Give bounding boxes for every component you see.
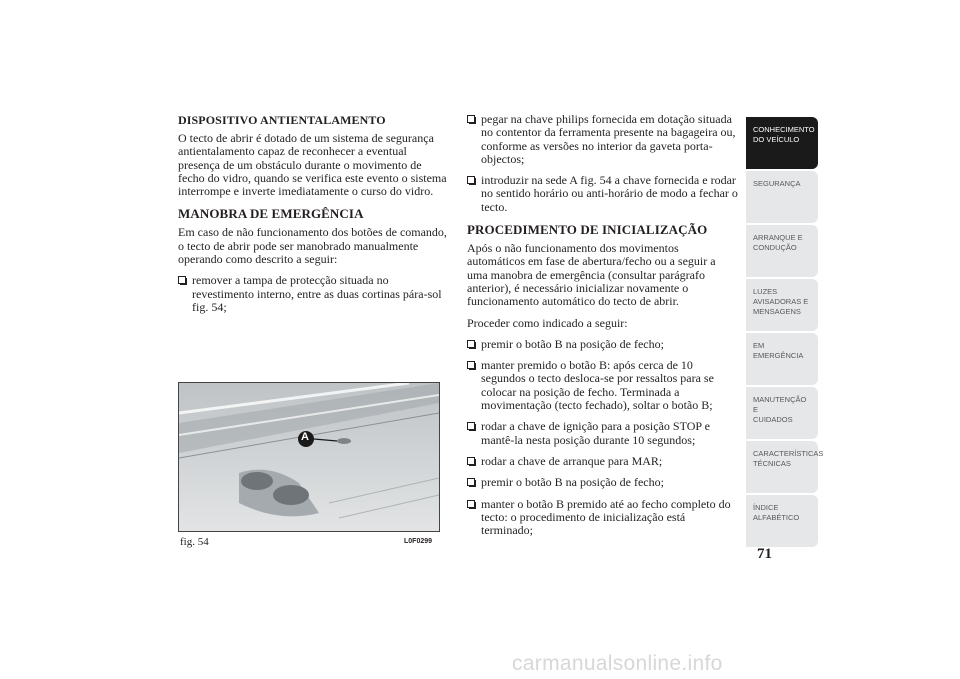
list-item-text: premir o botão B na posição de fecho; — [481, 475, 664, 490]
list-item — [467, 113, 739, 166]
roof-illustration — [179, 383, 439, 531]
paragraph-proceed: Proceder como indicado a seguir: — [467, 315, 628, 330]
tab-label: SEGURANÇA — [753, 179, 801, 188]
checkbox-bullet-icon — [467, 422, 475, 430]
list-item-text: rodar a chave de arranque para MAR; — [481, 453, 663, 468]
list-item — [467, 455, 739, 468]
list-item — [467, 498, 739, 538]
list-item-text: pegar na chave philips fornecida em dotação situada no contentor da ferramenta presente na bagageira ou, conforme as versões no interior da gaveta porta-objectos; — [481, 112, 736, 166]
checkbox-bullet-icon — [467, 115, 475, 123]
figure-code: L0F0299 — [404, 538, 433, 545]
page-number: 71 — [757, 546, 772, 562]
chapter-tabs — [746, 117, 824, 549]
heading-anti-trap: DISPOSITIVO ANTIENTALAMENTO — [178, 113, 386, 127]
checkbox-bullet-icon — [467, 478, 475, 486]
left-column — [178, 113, 450, 322]
paragraph-anti-trap: O tecto de abrir é dotado de um sistema de segurança antientalamento capaz de reconhecer a eventual presença de um obstáculo durante o movimento de fecho do vidro, quando se verifica este evento o sistema interrompe e inverte imediatamente o curso do vidro. — [178, 131, 447, 199]
tab-label: ARRANQUE E — [753, 233, 803, 242]
tab-label: MENSAGENS — [753, 307, 801, 316]
list-item — [178, 274, 450, 314]
right-column — [467, 113, 739, 545]
tab-label: ÍNDICE — [753, 503, 779, 512]
checkbox-bullet-icon — [467, 457, 475, 465]
list-item-text: rodar a chave de ignição para a posição STOP e mantê-la nesta posição durante 10 segundos; — [481, 419, 710, 447]
tab-label: TÉCNICAS — [753, 459, 791, 468]
checkbox-bullet-icon — [467, 361, 475, 369]
tab-label: CUIDADOS — [753, 415, 793, 424]
checkbox-bullet-icon — [178, 276, 186, 284]
checkbox-bullet-icon — [467, 340, 475, 348]
figure-caption: fig. 54 — [180, 536, 209, 548]
tab-label: CARACTERÍSTICAS — [753, 449, 824, 458]
list-item — [467, 174, 739, 214]
tab-label: MANUTENÇÃO E — [753, 395, 807, 414]
tab-luzes-avisadoras[interactable] — [746, 279, 818, 331]
list-item-text: manter o botão B premido até ao fecho completo do tecto: o procedimento de inicialização está terminado; — [481, 496, 731, 538]
tab-conhecimento-do-veiculo[interactable] — [746, 117, 818, 169]
tab-label: ALFABÉTICO — [753, 513, 800, 522]
heading-emergency: MANOBRA DE EMERGÊNCIA — [178, 206, 364, 222]
tab-label: CONDUÇÃO — [753, 243, 797, 252]
tab-label: DO VEÍCULO — [753, 135, 800, 144]
checkbox-bullet-icon — [467, 500, 475, 508]
list-item — [467, 420, 739, 447]
list-item — [467, 476, 739, 489]
tab-label: EM EMERGÊNCIA — [753, 341, 804, 360]
list-item-text: introduzir na sede A fig. 54 a chave fornecida e rodar no sentido horário ou anti-horário de modo a fechar o tecto. — [481, 173, 738, 214]
tab-indice-alfabetico[interactable] — [746, 495, 818, 547]
watermark: carmanualsonline.info — [512, 652, 723, 675]
tab-caracteristicas-tecnicas[interactable] — [746, 441, 824, 493]
list-item-text: premir o botão B na posição de fecho; — [481, 336, 664, 351]
figure-roof-interior — [178, 382, 440, 532]
tab-arranque-e-conducao[interactable] — [746, 225, 818, 277]
list-item-text: manter premido o botão B: após cerca de 10 segundos o tecto desloca-se por ressaltos para se colocar na posição de fecho. Terminada a movimentação (tecto fechado), soltar o botão B; — [481, 358, 714, 413]
paragraph-emergency: Em caso de não funcionamento dos botões de comando, o tecto de abrir pode ser manobrado manualmente operando como descrito a seguir: — [178, 225, 447, 267]
checkbox-bullet-icon — [467, 176, 475, 184]
list-item — [467, 359, 739, 412]
list-item-text: remover a tampa de protecção situada no revestimento interno, entre as duas cortinas pára-sol fig. 54; — [192, 273, 442, 314]
tab-label: AVISADORAS E — [753, 297, 809, 306]
tab-seguranca[interactable] — [746, 171, 818, 223]
paragraph-initialization: Após o não funcionamento dos movimentos automáticos em fase de abertura/fecho ou a seguir a uma manobra de emergência (consultar parágrafo anterior), é necessário inicializar novamente o funcionamento automático do tecto de abrir. — [467, 241, 716, 309]
tab-em-emergencia[interactable] — [746, 333, 818, 385]
tab-manutencao-e-cuidados[interactable] — [746, 387, 818, 439]
tab-label: LUZES — [753, 287, 778, 296]
heading-initialization: PROCEDIMENTO DE INICIALIZAÇÃO — [467, 222, 708, 238]
figure-marker-label: A — [301, 431, 309, 443]
list-item — [467, 338, 739, 351]
tab-label: CONHECIMENTO — [753, 125, 815, 134]
